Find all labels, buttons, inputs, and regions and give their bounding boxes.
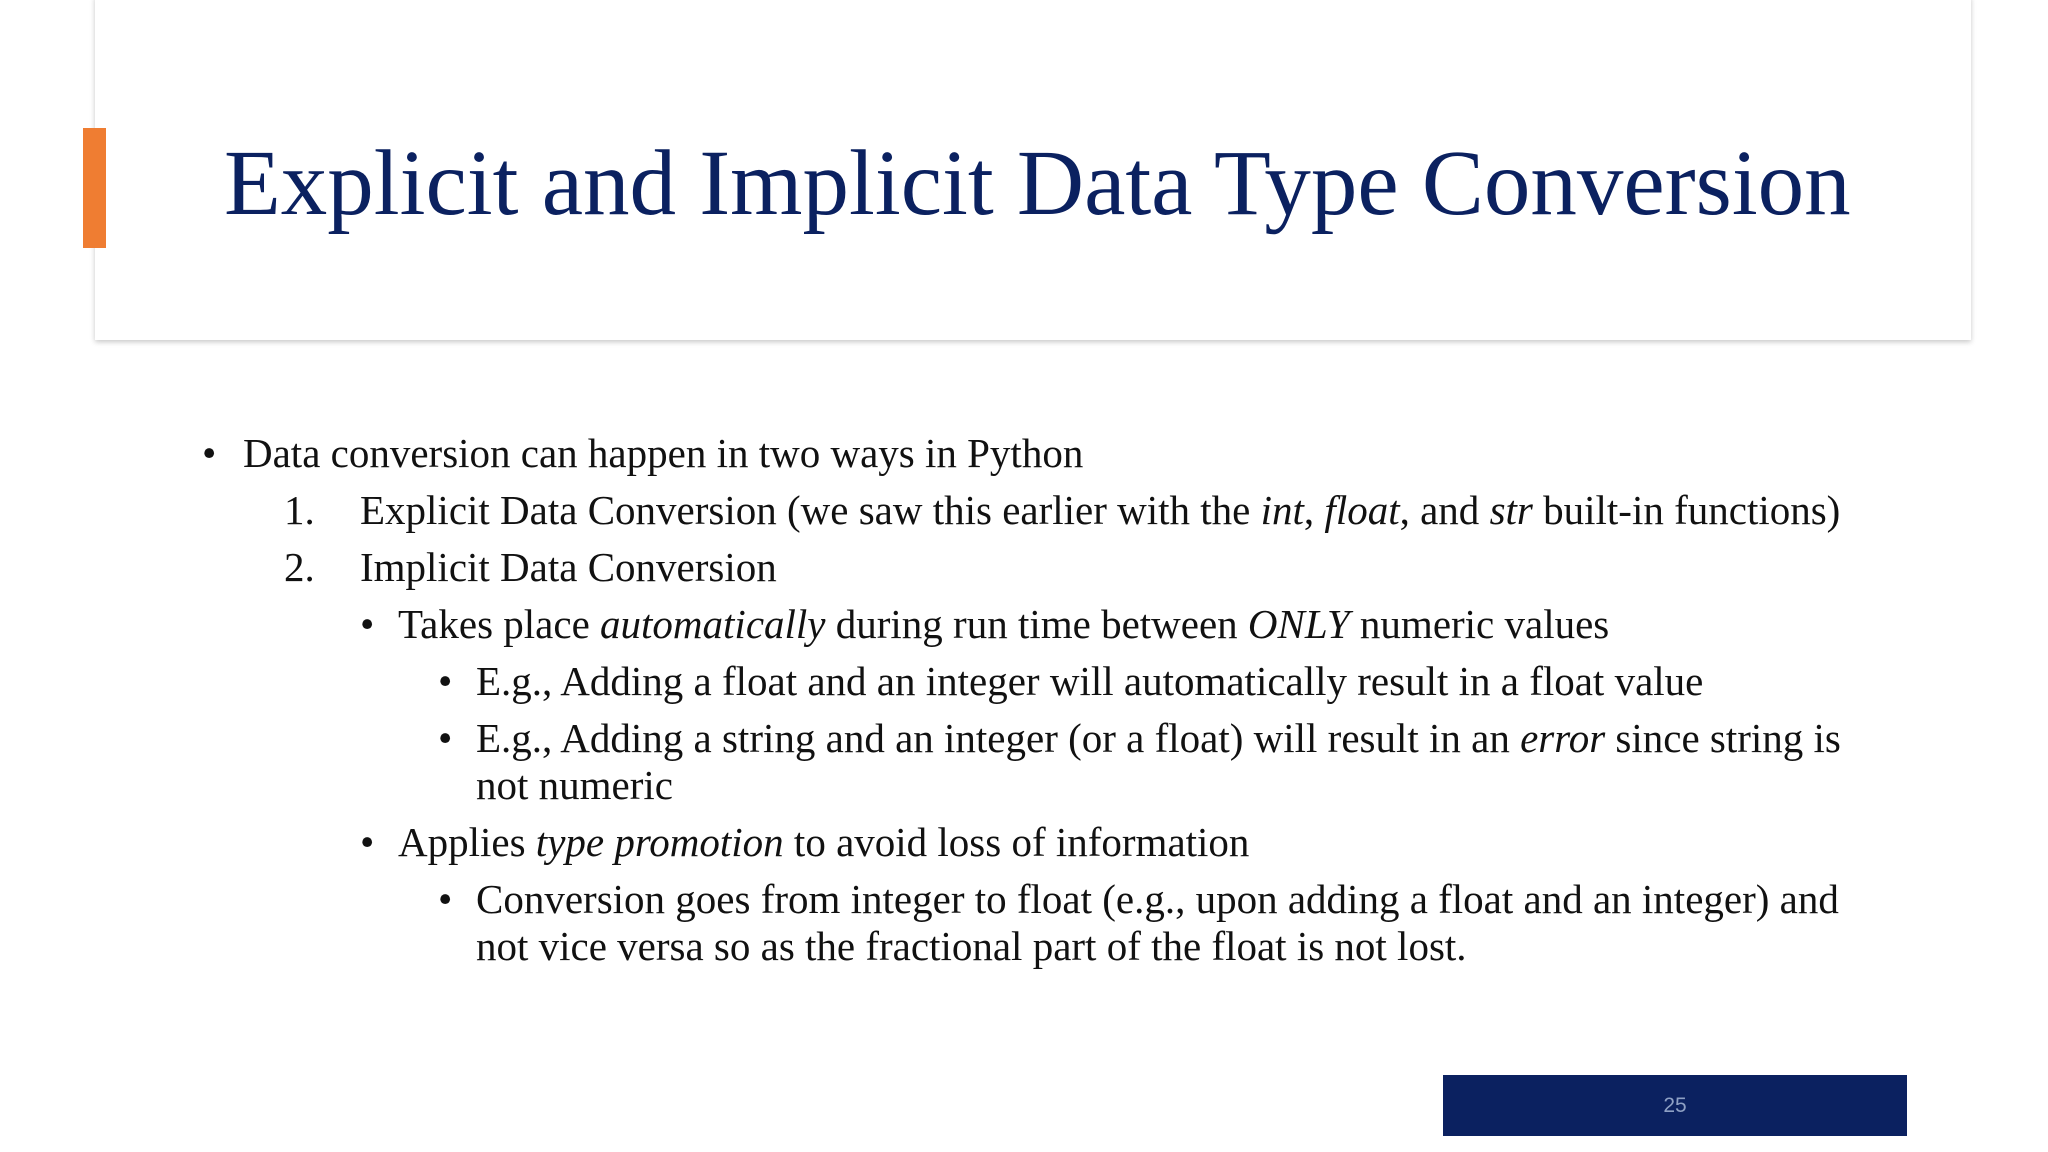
numbered-item-text: Implicit Data Conversion <box>360 544 777 590</box>
bullet-icon: • <box>360 819 375 865</box>
bullet-icon: • <box>438 658 453 704</box>
bullet-text: Applies type promotion to avoid loss of information <box>398 819 1250 865</box>
bullet-text: not numeric <box>476 762 673 808</box>
bullet-icon: • <box>360 601 375 647</box>
numbered-item-text: Explicit Data Conversion (we saw this earlier with the int, float, and str built-in functions) <box>360 487 1841 533</box>
page-number: 25 <box>1663 1093 1687 1117</box>
bullet-text: E.g., Adding a float and an integer will automatically result in a float value <box>476 658 1704 704</box>
item-number: 2. <box>284 544 315 590</box>
bullet-text: not vice versa so as the fractional part of the float is not lost. <box>476 923 1467 969</box>
page-number-box <box>1443 1075 1907 1136</box>
bullet-text: Takes place automatically during run time between ONLY numeric values <box>398 601 1610 647</box>
slide-title: Explicit and Implicit Data Type Conversion <box>224 132 1851 235</box>
item-number: 1. <box>284 487 315 533</box>
title-accent-bar <box>83 128 106 248</box>
bullet-icon: • <box>438 876 453 922</box>
bullet-icon: • <box>202 430 217 476</box>
bullet-icon: • <box>438 715 453 761</box>
bullet-text: Data conversion can happen in two ways in Python <box>243 430 1084 476</box>
bullet-text: Conversion goes from integer to float (e.g., upon adding a float and an integer) and <box>476 876 1839 922</box>
bullet-text: E.g., Adding a string and an integer (or a float) will result in an error since string is <box>476 715 1841 761</box>
